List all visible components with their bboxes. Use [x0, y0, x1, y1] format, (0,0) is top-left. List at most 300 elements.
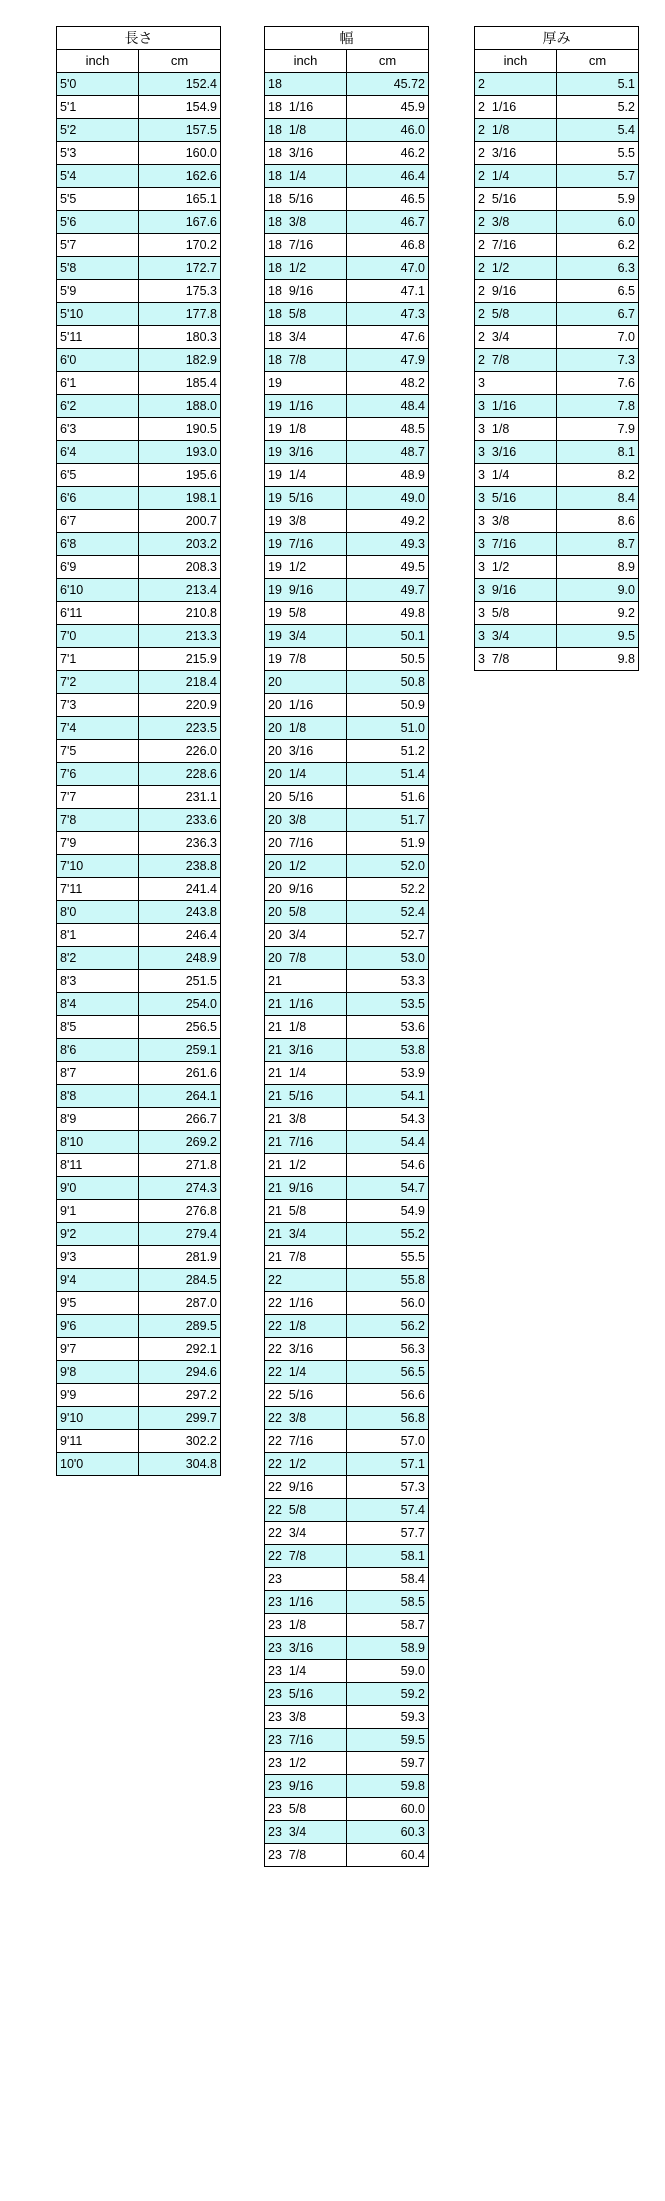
cm-cell: 58.5 [347, 1591, 429, 1614]
width-table-row [265, 1292, 429, 1315]
cm-cell: 53.6 [347, 1016, 429, 1039]
cm-cell: 266.7 [139, 1108, 221, 1131]
length-table-row [57, 188, 221, 211]
cm-cell: 54.9 [347, 1200, 429, 1223]
cm-cell: 50.5 [347, 648, 429, 671]
cm-cell: 261.6 [139, 1062, 221, 1085]
cm-cell: 7.3 [557, 349, 639, 372]
length-table-row [57, 1131, 221, 1154]
cm-cell: 302.2 [139, 1430, 221, 1453]
width-table-row [265, 1430, 429, 1453]
width-table-row [265, 1453, 429, 1476]
width-table-row [265, 924, 429, 947]
cm-cell: 218.4 [139, 671, 221, 694]
cm-cell: 57.4 [347, 1499, 429, 1522]
inch-cell: 18 1/16 [265, 96, 347, 119]
inch-cell: 22 1/2 [265, 1453, 347, 1476]
cm-cell: 254.0 [139, 993, 221, 1016]
inch-cell: 8'11 [57, 1154, 139, 1177]
cm-cell: 48.2 [347, 372, 429, 395]
cm-cell: 7.0 [557, 326, 639, 349]
cm-cell: 297.2 [139, 1384, 221, 1407]
width-table-row [265, 1269, 429, 1292]
cm-cell: 6.0 [557, 211, 639, 234]
inch-cell: 18 9/16 [265, 280, 347, 303]
inch-cell: 22 9/16 [265, 1476, 347, 1499]
length-table-row [57, 947, 221, 970]
inch-cell: 2 1/2 [475, 257, 557, 280]
inch-cell: 2 1/16 [475, 96, 557, 119]
thickness-table-row [475, 648, 639, 671]
cm-cell: 47.9 [347, 349, 429, 372]
cm-cell: 284.5 [139, 1269, 221, 1292]
inch-cell: 3 3/4 [475, 625, 557, 648]
width-table-row [265, 1200, 429, 1223]
cm-cell: 51.6 [347, 786, 429, 809]
inch-cell: 6'5 [57, 464, 139, 487]
cm-cell: 5.1 [557, 73, 639, 96]
inch-cell: 7'1 [57, 648, 139, 671]
width-table-row [265, 694, 429, 717]
inch-cell: 2 3/8 [475, 211, 557, 234]
inch-cell: 6'7 [57, 510, 139, 533]
cm-cell: 49.7 [347, 579, 429, 602]
inch-cell: 22 1/16 [265, 1292, 347, 1315]
cm-cell: 49.2 [347, 510, 429, 533]
length-table-row [57, 556, 221, 579]
cm-cell: 5.7 [557, 165, 639, 188]
inch-cell: 23 1/16 [265, 1591, 347, 1614]
width-table-row [265, 1246, 429, 1269]
inch-cell: 6'0 [57, 349, 139, 372]
cm-cell: 223.5 [139, 717, 221, 740]
cm-cell: 46.0 [347, 119, 429, 142]
length-table-row [57, 1200, 221, 1223]
cm-cell: 7.9 [557, 418, 639, 441]
cm-cell: 195.6 [139, 464, 221, 487]
inch-cell: 6'11 [57, 602, 139, 625]
cm-cell: 289.5 [139, 1315, 221, 1338]
length-table-row [57, 280, 221, 303]
thickness-table-row [475, 372, 639, 395]
inch-cell: 2 1/4 [475, 165, 557, 188]
cm-cell: 160.0 [139, 142, 221, 165]
cm-cell: 60.3 [347, 1821, 429, 1844]
cm-cell: 276.8 [139, 1200, 221, 1223]
width-table-row [265, 234, 429, 257]
cm-cell: 45.9 [347, 96, 429, 119]
inch-cell: 21 5/8 [265, 1200, 347, 1223]
length-table-row [57, 303, 221, 326]
width-col-inch: inch [265, 50, 347, 73]
thickness-table-row [475, 165, 639, 188]
length-table-row [57, 96, 221, 119]
width-table-row [265, 1522, 429, 1545]
inch-cell: 7'9 [57, 832, 139, 855]
inch-cell: 3 3/8 [475, 510, 557, 533]
cm-cell: 46.2 [347, 142, 429, 165]
cm-cell: 49.0 [347, 487, 429, 510]
cm-cell: 56.8 [347, 1407, 429, 1430]
length-table-row [57, 257, 221, 280]
width-table-row [265, 464, 429, 487]
inch-cell: 19 7/8 [265, 648, 347, 671]
cm-cell: 48.9 [347, 464, 429, 487]
cm-cell: 304.8 [139, 1453, 221, 1476]
inch-cell: 7'3 [57, 694, 139, 717]
inch-cell: 9'5 [57, 1292, 139, 1315]
cm-cell: 54.4 [347, 1131, 429, 1154]
length-table-row [57, 372, 221, 395]
length-table-row [57, 901, 221, 924]
cm-cell: 51.7 [347, 809, 429, 832]
width-table-row [265, 1177, 429, 1200]
cm-cell: 9.2 [557, 602, 639, 625]
cm-cell: 59.7 [347, 1752, 429, 1775]
cm-cell: 58.7 [347, 1614, 429, 1637]
cm-cell: 177.8 [139, 303, 221, 326]
length-table-row [57, 418, 221, 441]
cm-cell: 58.1 [347, 1545, 429, 1568]
length-table-row [57, 717, 221, 740]
width-table-row [265, 1315, 429, 1338]
cm-cell: 60.0 [347, 1798, 429, 1821]
inch-cell: 20 9/16 [265, 878, 347, 901]
inch-cell: 21 7/8 [265, 1246, 347, 1269]
inch-cell: 20 7/16 [265, 832, 347, 855]
thickness-table-row [475, 464, 639, 487]
cm-cell: 233.6 [139, 809, 221, 832]
width-table-row [265, 96, 429, 119]
inch-cell: 23 3/8 [265, 1706, 347, 1729]
inch-cell: 21 1/8 [265, 1016, 347, 1039]
inch-cell: 6'4 [57, 441, 139, 464]
inch-cell: 19 1/2 [265, 556, 347, 579]
cm-cell: 213.4 [139, 579, 221, 602]
inch-cell: 22 3/16 [265, 1338, 347, 1361]
cm-cell: 47.1 [347, 280, 429, 303]
inch-cell: 3 7/8 [475, 648, 557, 671]
width-table-row [265, 993, 429, 1016]
inch-cell: 22 5/16 [265, 1384, 347, 1407]
inch-cell: 23 9/16 [265, 1775, 347, 1798]
width-table-row [265, 326, 429, 349]
length-table-row [57, 1246, 221, 1269]
width-table-row [265, 786, 429, 809]
cm-cell: 8.6 [557, 510, 639, 533]
inch-cell: 8'3 [57, 970, 139, 993]
width-table-row [265, 855, 429, 878]
cm-cell: 54.6 [347, 1154, 429, 1177]
inch-cell: 23 [265, 1568, 347, 1591]
width-table-row [265, 1361, 429, 1384]
inch-cell: 21 3/4 [265, 1223, 347, 1246]
cm-cell: 226.0 [139, 740, 221, 763]
inch-cell: 5'7 [57, 234, 139, 257]
inch-cell: 5'3 [57, 142, 139, 165]
cm-cell: 167.6 [139, 211, 221, 234]
length-table-row [57, 487, 221, 510]
cm-cell: 52.0 [347, 855, 429, 878]
length-table [56, 26, 221, 1476]
length-table-row [57, 970, 221, 993]
width-table-title: 幅 [265, 27, 429, 50]
inch-cell: 19 3/8 [265, 510, 347, 533]
cm-cell: 231.1 [139, 786, 221, 809]
length-table-row [57, 142, 221, 165]
inch-cell: 3 1/2 [475, 556, 557, 579]
width-table-row [265, 303, 429, 326]
cm-cell: 152.4 [139, 73, 221, 96]
cm-cell: 52.4 [347, 901, 429, 924]
inch-cell: 20 1/8 [265, 717, 347, 740]
inch-cell: 8'2 [57, 947, 139, 970]
cm-cell: 56.2 [347, 1315, 429, 1338]
inch-cell: 9'7 [57, 1338, 139, 1361]
cm-cell: 264.1 [139, 1085, 221, 1108]
inch-cell: 18 3/8 [265, 211, 347, 234]
thickness-table-title: 厚み [475, 27, 639, 50]
cm-cell: 259.1 [139, 1039, 221, 1062]
inch-cell: 5'10 [57, 303, 139, 326]
inch-cell: 20 [265, 671, 347, 694]
cm-cell: 53.9 [347, 1062, 429, 1085]
inch-cell: 22 [265, 1269, 347, 1292]
width-table-row [265, 1338, 429, 1361]
cm-cell: 215.9 [139, 648, 221, 671]
inch-cell: 2 3/4 [475, 326, 557, 349]
width-table-row [265, 1752, 429, 1775]
cm-cell: 8.7 [557, 533, 639, 556]
cm-cell: 51.2 [347, 740, 429, 763]
width-table-row [265, 1016, 429, 1039]
inch-cell: 7'5 [57, 740, 139, 763]
cm-cell: 7.8 [557, 395, 639, 418]
cm-cell: 9.8 [557, 648, 639, 671]
cm-cell: 9.0 [557, 579, 639, 602]
thickness-table-row [475, 579, 639, 602]
length-table-row [57, 648, 221, 671]
cm-cell: 48.5 [347, 418, 429, 441]
inch-cell: 19 3/16 [265, 441, 347, 464]
inch-cell: 22 1/8 [265, 1315, 347, 1338]
width-table-row [265, 1660, 429, 1683]
length-table-row [57, 694, 221, 717]
cm-cell: 53.3 [347, 970, 429, 993]
cm-cell: 238.8 [139, 855, 221, 878]
thickness-table-row [475, 349, 639, 372]
inch-cell: 6'8 [57, 533, 139, 556]
inch-cell: 21 1/4 [265, 1062, 347, 1085]
thickness-table-row [475, 211, 639, 234]
inch-cell: 2 3/16 [475, 142, 557, 165]
cm-cell: 188.0 [139, 395, 221, 418]
inch-cell: 3 5/8 [475, 602, 557, 625]
inch-cell: 20 5/16 [265, 786, 347, 809]
inch-cell: 7'4 [57, 717, 139, 740]
length-table-row [57, 786, 221, 809]
inch-cell: 9'10 [57, 1407, 139, 1430]
thickness-col-inch: inch [475, 50, 557, 73]
cm-cell: 180.3 [139, 326, 221, 349]
length-table-row [57, 1338, 221, 1361]
inch-cell: 20 3/16 [265, 740, 347, 763]
thickness-table-row [475, 625, 639, 648]
inch-cell: 8'1 [57, 924, 139, 947]
inch-cell: 6'10 [57, 579, 139, 602]
cm-cell: 162.6 [139, 165, 221, 188]
thickness-col-cm: cm [557, 50, 639, 73]
inch-cell: 3 9/16 [475, 579, 557, 602]
width-table-row [265, 1821, 429, 1844]
inch-cell: 21 9/16 [265, 1177, 347, 1200]
cm-cell: 57.7 [347, 1522, 429, 1545]
length-table-row [57, 326, 221, 349]
length-table-row [57, 878, 221, 901]
width-table-row [265, 349, 429, 372]
inch-cell: 21 7/16 [265, 1131, 347, 1154]
inch-cell: 3 1/16 [475, 395, 557, 418]
inch-cell: 2 1/8 [475, 119, 557, 142]
inch-cell: 9'0 [57, 1177, 139, 1200]
width-table-row [265, 487, 429, 510]
inch-cell: 9'3 [57, 1246, 139, 1269]
cm-cell: 154.9 [139, 96, 221, 119]
length-table-row [57, 349, 221, 372]
inch-cell: 7'0 [57, 625, 139, 648]
width-table-row [265, 73, 429, 96]
cm-cell: 228.6 [139, 763, 221, 786]
length-table-row [57, 1223, 221, 1246]
inch-cell: 10'0 [57, 1453, 139, 1476]
cm-cell: 45.72 [347, 73, 429, 96]
cm-cell: 5.2 [557, 96, 639, 119]
cm-cell: 56.0 [347, 1292, 429, 1315]
inch-cell: 19 5/8 [265, 602, 347, 625]
inch-cell: 20 5/8 [265, 901, 347, 924]
inch-cell: 9'8 [57, 1361, 139, 1384]
cm-cell: 59.5 [347, 1729, 429, 1752]
thickness-table-row [475, 119, 639, 142]
cm-cell: 56.6 [347, 1384, 429, 1407]
width-table-row [265, 763, 429, 786]
length-table-row [57, 1361, 221, 1384]
length-table-row [57, 993, 221, 1016]
thickness-table-row [475, 556, 639, 579]
inch-cell: 9'4 [57, 1269, 139, 1292]
inch-cell: 2 7/8 [475, 349, 557, 372]
inch-cell: 22 1/4 [265, 1361, 347, 1384]
cm-cell: 170.2 [139, 234, 221, 257]
inch-cell: 8'0 [57, 901, 139, 924]
cm-cell: 47.0 [347, 257, 429, 280]
width-table-row [265, 947, 429, 970]
cm-cell: 55.8 [347, 1269, 429, 1292]
inch-cell: 6'9 [57, 556, 139, 579]
cm-cell: 58.9 [347, 1637, 429, 1660]
inch-cell: 18 1/8 [265, 119, 347, 142]
length-table-row [57, 1062, 221, 1085]
inch-cell: 7'6 [57, 763, 139, 786]
inch-cell: 9'9 [57, 1384, 139, 1407]
inch-cell: 6'1 [57, 372, 139, 395]
length-table-row [57, 1039, 221, 1062]
width-table-row [265, 395, 429, 418]
cm-cell: 213.3 [139, 625, 221, 648]
width-table-row [265, 556, 429, 579]
length-table-row [57, 671, 221, 694]
inch-cell: 5'6 [57, 211, 139, 234]
width-table-row [265, 648, 429, 671]
cm-cell: 200.7 [139, 510, 221, 533]
thickness-table-row [475, 395, 639, 418]
inch-cell: 18 1/2 [265, 257, 347, 280]
width-table-row [265, 1614, 429, 1637]
inch-cell: 3 1/4 [475, 464, 557, 487]
length-table-row [57, 625, 221, 648]
inch-cell: 23 3/4 [265, 1821, 347, 1844]
length-table-row [57, 441, 221, 464]
inch-cell: 5'5 [57, 188, 139, 211]
cm-cell: 53.0 [347, 947, 429, 970]
length-table-row [57, 234, 221, 257]
width-table-row [265, 602, 429, 625]
width-table-row [265, 1844, 429, 1867]
cm-cell: 57.1 [347, 1453, 429, 1476]
width-table-row [265, 1591, 429, 1614]
cm-cell: 220.9 [139, 694, 221, 717]
length-table-row [57, 165, 221, 188]
inch-cell: 6'6 [57, 487, 139, 510]
inch-cell: 19 5/16 [265, 487, 347, 510]
inch-cell: 2 5/8 [475, 303, 557, 326]
inch-cell: 18 [265, 73, 347, 96]
length-table-row [57, 1315, 221, 1338]
inch-cell: 19 9/16 [265, 579, 347, 602]
length-table-row [57, 1154, 221, 1177]
width-table-row [265, 1568, 429, 1591]
inch-cell: 22 7/16 [265, 1430, 347, 1453]
thickness-table-row [475, 96, 639, 119]
cm-cell: 56.3 [347, 1338, 429, 1361]
inch-cell: 22 5/8 [265, 1499, 347, 1522]
inch-cell: 5'8 [57, 257, 139, 280]
inch-cell: 23 7/8 [265, 1844, 347, 1867]
length-table-row [57, 763, 221, 786]
cm-cell: 165.1 [139, 188, 221, 211]
width-table-row [265, 901, 429, 924]
inch-cell: 23 5/16 [265, 1683, 347, 1706]
length-table-row [57, 1384, 221, 1407]
inch-cell: 22 3/8 [265, 1407, 347, 1430]
length-table-row [57, 395, 221, 418]
width-table-row [265, 1085, 429, 1108]
thickness-table-row [475, 280, 639, 303]
length-table-row [57, 924, 221, 947]
cm-cell: 8.4 [557, 487, 639, 510]
cm-cell: 47.3 [347, 303, 429, 326]
width-table-row [265, 418, 429, 441]
width-table-row [265, 579, 429, 602]
length-col-cm: cm [139, 50, 221, 73]
thickness-table-row [475, 142, 639, 165]
cm-cell: 193.0 [139, 441, 221, 464]
inch-cell: 18 7/16 [265, 234, 347, 257]
inch-cell: 7'7 [57, 786, 139, 809]
inch-cell: 19 3/4 [265, 625, 347, 648]
length-table-row [57, 832, 221, 855]
cm-cell: 246.4 [139, 924, 221, 947]
